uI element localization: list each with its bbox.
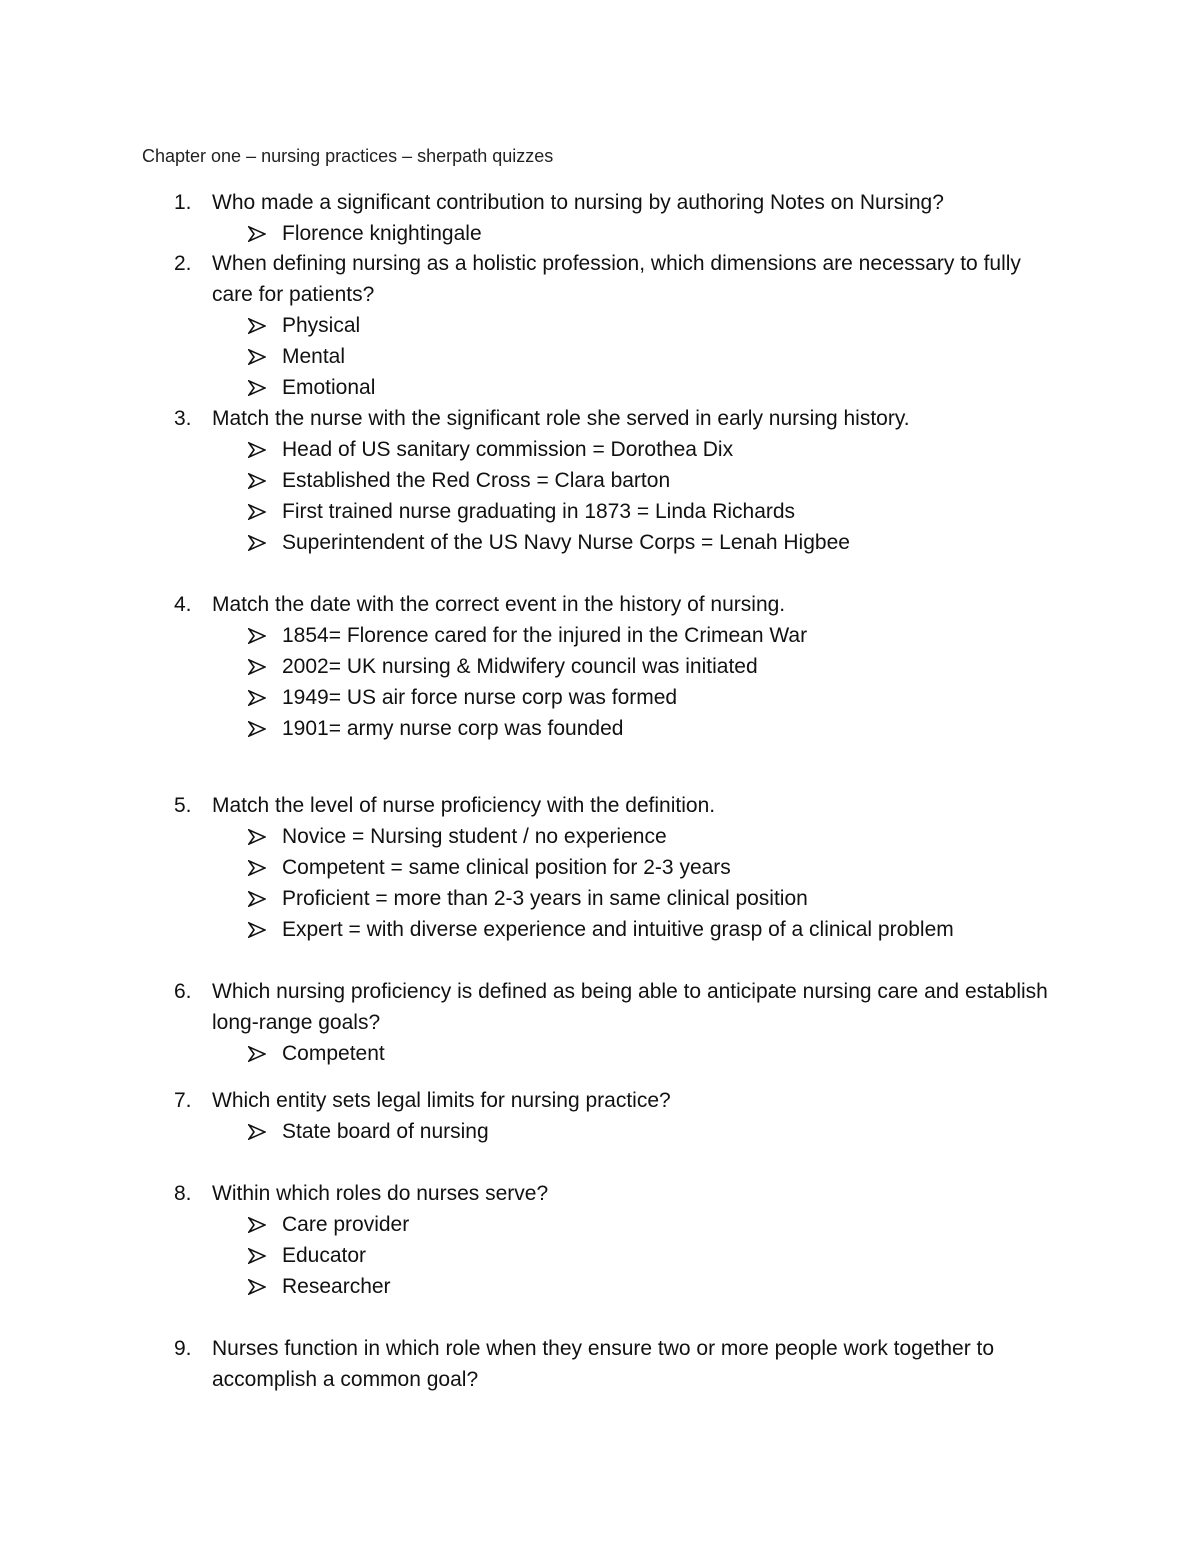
arrowhead-bullet-icon: [248, 349, 266, 365]
arrowhead-bullet-icon: [248, 829, 266, 845]
arrowhead-bullet-icon: [248, 442, 266, 458]
answer-text: Novice = Nursing student / no experience: [282, 825, 667, 848]
answer-text: Florence knightingale: [282, 222, 482, 245]
answer-text: Researcher: [282, 1275, 391, 1298]
question-text: Match the nurse with the significant role she served in early nursing history.: [212, 407, 910, 430]
arrowhead-bullet-icon: [248, 628, 266, 644]
answer-text: Head of US sanitary commission = Dorothea Dix: [282, 438, 734, 461]
question-text: Match the date with the correct event in the history of nursing.: [212, 593, 786, 616]
answer-text: State board of nursing: [282, 1120, 489, 1143]
answer-text: Mental: [282, 345, 346, 368]
question-number: 1.: [174, 191, 192, 214]
answer-text: Established the Red Cross = Clara barton: [282, 469, 671, 492]
answer-list: [174, 1116, 1054, 1147]
question-number: 2.: [174, 252, 192, 275]
answer-item: [248, 1116, 1054, 1147]
arrowhead-bullet-icon: [248, 473, 266, 489]
answer-item: [248, 341, 1054, 372]
answer-item: [248, 883, 1054, 914]
answer-text: Expert = with diverse experience and intuitive grasp of a clinical problem: [282, 918, 954, 941]
answer-item: [248, 465, 1054, 496]
answer-text: 1949= US air force nurse corp was formed: [282, 686, 678, 709]
answer-item: [248, 821, 1054, 852]
arrowhead-bullet-icon: [248, 380, 266, 396]
arrowhead-bullet-icon: [248, 226, 266, 242]
question-number: 6.: [174, 980, 192, 1003]
question-text: Which entity sets legal limits for nursing practice?: [212, 1089, 671, 1112]
answer-text: Care provider: [282, 1213, 410, 1236]
arrowhead-bullet-icon: [248, 690, 266, 706]
answer-text: Educator: [282, 1244, 367, 1267]
arrowhead-bullet-icon: [248, 721, 266, 737]
answer-item: [248, 310, 1054, 341]
answer-text: Emotional: [282, 376, 376, 399]
answer-item: [248, 1209, 1054, 1240]
answer-item: [248, 713, 1054, 744]
question-number: 5.: [174, 794, 192, 817]
answer-list: [174, 310, 1054, 403]
arrowhead-bullet-icon: [248, 922, 266, 938]
question-number: 8.: [174, 1182, 192, 1205]
question-item: [174, 1085, 1054, 1147]
answer-item: [248, 620, 1054, 651]
answer-text: Physical: [282, 314, 361, 337]
arrowhead-bullet-icon: [248, 860, 266, 876]
arrowhead-bullet-icon: [248, 1124, 266, 1140]
arrowhead-bullet-icon: [248, 1217, 266, 1233]
answer-text: Proficient = more than 2-3 years in same clinical position: [282, 887, 808, 910]
answer-item: [248, 651, 1054, 682]
arrowhead-bullet-icon: [248, 1279, 266, 1295]
question-number: 4.: [174, 593, 192, 616]
answer-text: First trained nurse graduating in 1873 = Linda Richards: [282, 500, 796, 523]
arrowhead-bullet-icon: [248, 535, 266, 551]
question-text: Nurses function in which role when they ensure two or more people work together to accomplish a common goal?: [212, 1337, 995, 1391]
arrowhead-bullet-icon: [248, 318, 266, 334]
arrowhead-bullet-icon: [248, 891, 266, 907]
answer-list: [174, 1209, 1054, 1302]
question-item: [174, 1178, 1054, 1302]
answer-text: 2002= UK nursing & Midwifery council was initiated: [282, 655, 758, 678]
document-title: Chapter one – nursing practices – sherpath quizzes: [142, 146, 554, 166]
question-item: [174, 790, 1054, 945]
answer-item: [248, 682, 1054, 713]
question-item: [174, 187, 1054, 249]
answer-item: [248, 1240, 1054, 1271]
answer-item: [248, 434, 1054, 465]
question-number: 3.: [174, 407, 192, 430]
answer-list: [174, 1038, 1054, 1069]
answer-text: Competent: [282, 1042, 385, 1065]
question-text: Within which roles do nurses serve?: [212, 1182, 549, 1205]
answer-item: [248, 496, 1054, 527]
answer-list: [174, 434, 1054, 558]
question-item: [174, 976, 1054, 1069]
arrowhead-bullet-icon: [248, 504, 266, 520]
answer-list: [174, 821, 1054, 945]
answer-item: [248, 1271, 1054, 1302]
answer-list: [174, 620, 1054, 744]
answer-item: [248, 218, 1054, 249]
question-text: Which nursing proficiency is defined as being able to anticipate nursing care and establish long-range goals?: [212, 980, 1048, 1034]
arrowhead-bullet-icon: [248, 1046, 266, 1062]
answer-text: Competent = same clinical position for 2-3 years: [282, 856, 731, 879]
question-item: [174, 403, 1054, 558]
question-item: [174, 1333, 1054, 1395]
question-text: Match the level of nurse proficiency with the definition.: [212, 794, 716, 817]
question-text: Who made a significant contribution to nursing by authoring Notes on Nursing?: [212, 191, 944, 214]
answer-text: 1901= army nurse corp was founded: [282, 717, 624, 740]
answer-item: [248, 914, 1054, 945]
answer-text: Superintendent of the US Navy Nurse Corps = Lenah Higbee: [282, 531, 850, 554]
question-item: [174, 589, 1054, 744]
arrowhead-bullet-icon: [248, 1248, 266, 1264]
arrowhead-bullet-icon: [248, 659, 266, 675]
answer-item: [248, 372, 1054, 403]
answer-item: [248, 527, 1054, 558]
question-number: 9.: [174, 1337, 192, 1360]
answer-list: [174, 218, 1054, 249]
question-number: 7.: [174, 1089, 192, 1112]
answer-item: [248, 1038, 1054, 1069]
question-item: [174, 248, 1054, 403]
question-text: When defining nursing as a holistic profession, which dimensions are necessary to fully care for patients?: [212, 252, 1021, 306]
answer-text: 1854= Florence cared for the injured in the Crimean War: [282, 624, 808, 647]
answer-item: [248, 852, 1054, 883]
